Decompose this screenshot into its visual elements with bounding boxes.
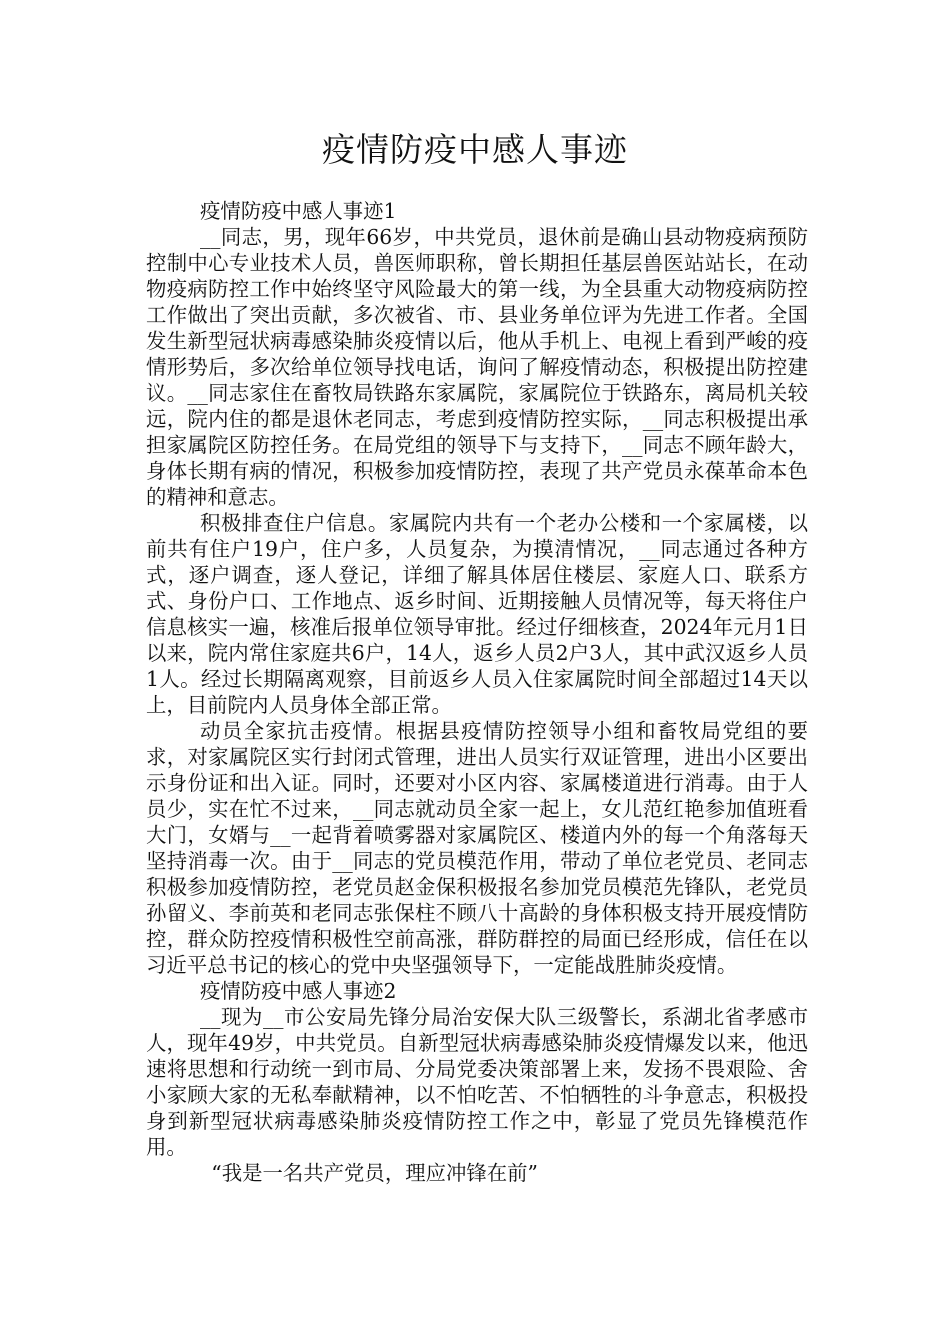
paragraph: 动员全家抗击疫情。根据县疫情防控领导小组和畜牧局党组的要求，对家属院区实行封闭式管理，进出人员实行双证管理，进出小区要出示身份证和出入证。同时，还要对小区内容、家属楼道进行消毒。由于人员少，实在忙不过来，__同志就动员全家一起上，女儿范红艳参加值班看大门，女婿与__一起背着喷雾器对家属院区、楼道内外的每一个角落每天坚持消毒一次。由于__同志的党员模范作用，带动了单位老党员、老同志积极参加疫情防控，老党员赵金保积极报名参加党员模范先锋队，老党员孙留义、李前英和老同志张保柱不顾八十高龄的身体积极支持开展疫情防控，群众防控疫情积极性空前高涨，群防群控的局面已经形成，信任在以习近平总书记的核心的党中央坚强领导下，一定能战胜肺炎疫情。 [146,719,808,977]
paragraph: __同志，男，现年66岁，中共党员，退休前是确山县动物疫病预防控制中心专业技术人员，兽医师职称，曾长期担任基层兽医站站长，在动物疫病防控工作中始终坚守风险最大的第一线，为全县重大动物疫病防控工作做出了突出贡献，多次被省、市、县业务单位评为先进工作者。全国发生新型冠状病毒感染肺炎疫情以后，他从手机上、电视上看到严峻的疫情形势后，多次给单位领导找电话，询问了解疫情动态，积极提出防控建议。__同志家住在畜牧局铁路东家属院，家属院位于铁路东，离局机关较远，院内住的都是退休老同志，考虑到疫情防控实际，__同志积极提出承担家属院区防控任务。在局党组的领导下与支持下，__同志不顾年龄大，身体长期有病的情况，积极参加疫情防控，表现了共产党员永葆革命本色的精神和意志。 [146,225,808,509]
paragraph: __现为__市公安局先锋分局治安保大队三级警长，系湖北省孝感市人，现年49岁，中共党员。自新型冠状病毒感染肺炎疫情爆发以来，他迅速将思想和行动统一到市局、分局党委决策部署上来，发扬不畏艰险、舍小家顾大家的无私奉献精神，以不怕吃苦、不怕牺牲的斗争意志，积极投身到新型冠状病毒感染肺炎疫情防控工作之中，彰显了党员先锋模范作用。 [146,1005,808,1159]
document-body [146,198,808,1186]
section-heading-1: 疫情防疫中感人事迹1 [200,199,397,223]
paragraph: 积极排查住户信息。家属院内共有一个老办公楼和一个家属楼，以前共有住户19户，住户多，人员复杂，为摸清情况，__同志通过各种方式，逐户调查，逐人登记，详细了解具体居住楼层、家庭人口、联系方式、身份户口、工作地点、返乡时间、近期接触人员情况等，每天将住户信息核实一遍，核准后报单位领导审批。经过仔细核查，2024年元月1日以来，院内常住家庭共6户，14人，返乡人员2户3人，其中武汉返乡人员1人。经过长期隔离观察，目前返乡人员入住家属院时间全部超过14天以上，目前院内人员身体全部正常。 [146,511,808,717]
quote-line: “我是一名共产党员，理应冲锋在前” [211,1161,538,1185]
document-title: 疫情防疫中感人事迹 [322,130,628,169]
section-heading-2: 疫情防疫中感人事迹2 [200,979,397,1003]
